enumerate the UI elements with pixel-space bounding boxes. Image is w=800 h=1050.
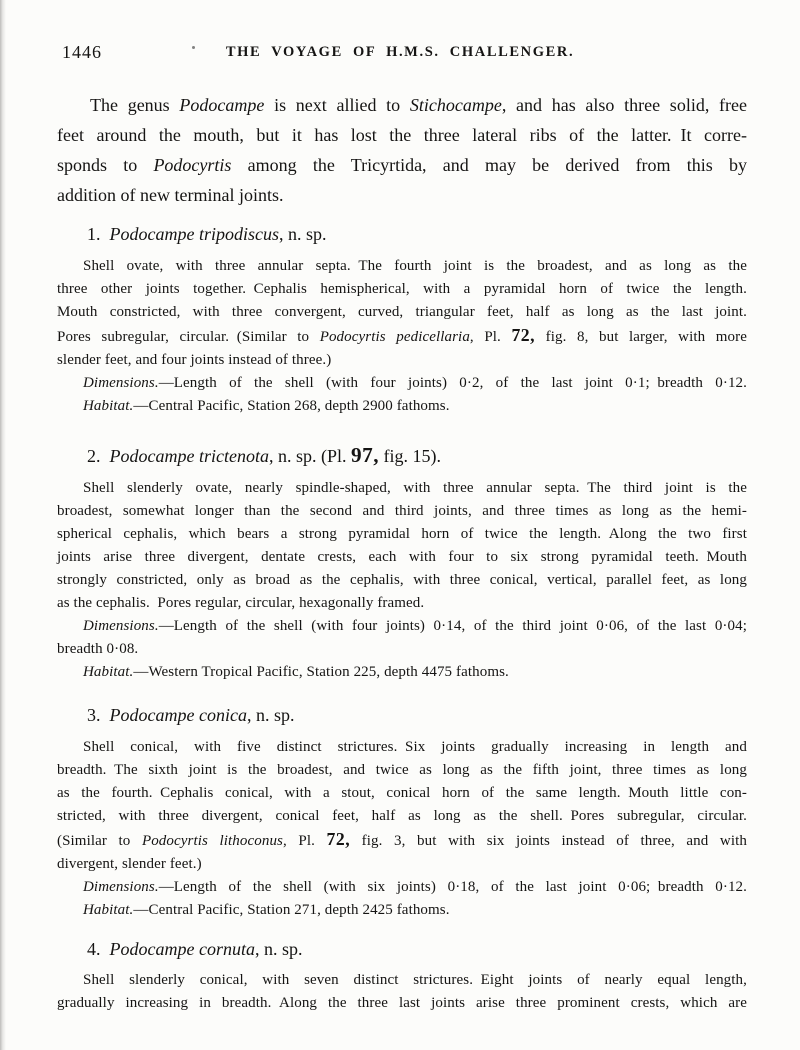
text-line — [57, 546, 747, 569]
italic-text: Podocyrtis pedicellaria — [319, 329, 470, 345]
text-line — [57, 90, 747, 120]
text-run: Shell conical, with five distinct strictures. Six joints gradually increasing in length and — [83, 739, 747, 755]
text-run: , n. sp. — [278, 224, 327, 244]
italic-text: Podocampe — [179, 95, 265, 115]
text-run: slender feet, and four joints instead of three.) — [57, 352, 332, 368]
text-line — [57, 759, 747, 782]
text-line — [57, 615, 747, 638]
intro-paragraph — [57, 90, 747, 210]
text-run: breadth. The sixth joint is the broadest, and twice as long as the fifth joint, three times as long — [57, 762, 747, 778]
text-line — [57, 876, 747, 899]
dimensions-paragraph-2 — [57, 615, 747, 661]
text-run: fig. 3, but with six joints instead of three, and with — [350, 833, 747, 849]
text-line — [57, 592, 747, 615]
text-run: Pores subregular, circular. (Similar to — [57, 329, 320, 345]
text-line — [57, 523, 747, 546]
text-run: gradually increasing in breadth. Along the three last joints arise three prominent crests, which are — [57, 995, 747, 1011]
text-run: —Central Pacific, Station 271, depth 2425 fathoms. — [133, 902, 450, 918]
page-content — [57, 90, 747, 1015]
text-run: , and has also three solid, free — [501, 95, 747, 115]
species-section-3 — [57, 702, 747, 922]
header-title: THE VOYAGE OF H.M.S. CHALLENGER. — [225, 44, 575, 60]
bold-plate-number: 72, — [511, 325, 536, 345]
italic-text: Habitat. — [83, 902, 134, 918]
text-run: three other joints together. Cephalis hemispherical, with a pyramidal horn of twice the length. — [57, 281, 747, 297]
species-description-3 — [57, 736, 747, 876]
text-run: strongly constricted, only as broad as the cephalis, with three conical, vertical, parallel feet, as long — [57, 572, 747, 588]
text-run: 1. — [87, 224, 110, 244]
text-run: (Similar to — [57, 833, 142, 849]
text-line — [57, 500, 747, 523]
text-run: among the Tricyrtida, and may be derived from this by — [231, 155, 747, 175]
text-line — [57, 899, 747, 922]
text-line — [57, 782, 747, 805]
species-heading-4 — [87, 936, 747, 962]
species-description-2 — [57, 477, 747, 615]
text-line — [57, 969, 747, 992]
text-line — [57, 569, 747, 592]
text-run: —Length of the shell (with six joints) 0·18, of the last joint 0·06; breadth 0·12. — [158, 879, 747, 895]
text-run: , n. sp. (Pl. — [268, 446, 351, 466]
italic-text: Stichocampe — [409, 95, 502, 115]
text-line — [57, 120, 747, 150]
italic-text: Dimensions. — [83, 618, 159, 634]
italic-text: Podocampe tripodiscus — [109, 224, 279, 244]
text-line — [57, 661, 747, 684]
text-line — [57, 180, 747, 210]
species-section-2 — [57, 442, 747, 684]
text-line — [57, 638, 747, 661]
text-run: Mouth constricted, with three convergent, curved, triangular feet, half as long as the last joint. — [57, 304, 747, 320]
text-run: , Pl. — [469, 329, 512, 345]
text-run: fig. 15). — [379, 446, 442, 466]
text-run: , Pl. — [282, 833, 327, 849]
habitat-paragraph-1 — [57, 395, 747, 418]
text-line — [57, 255, 747, 278]
text-run: breadth 0·08. — [57, 641, 139, 657]
species-section-1 — [57, 221, 747, 418]
species-description-4 — [57, 969, 747, 1015]
page-number: 1446 — [62, 42, 102, 62]
text-run: feet around the mouth, but it has lost the three lateral ribs of the latter. It corre- — [57, 125, 747, 145]
text-run: —Length of the shell (with four joints) 0·2, of the last joint 0·1; breadth 0·12. — [158, 375, 747, 391]
text-run: —Central Pacific, Station 268, depth 2900 fathoms. — [133, 398, 450, 414]
text-run: sponds to — [57, 155, 154, 175]
italic-text: Dimensions. — [83, 375, 159, 391]
text-run: , n. sp. — [246, 705, 295, 725]
text-line — [57, 395, 747, 418]
italic-text: Habitat. — [83, 398, 134, 414]
text-line — [57, 349, 747, 372]
text-run: The genus — [90, 95, 180, 115]
text-run: —Western Tropical Pacific, Station 225, depth 4475 fathoms. — [133, 664, 509, 680]
text-line — [57, 805, 747, 828]
text-run: 4. — [87, 939, 110, 959]
species-heading-3 — [87, 702, 747, 728]
text-run: stricted, with three divergent, conical feet, half as long as the shell. Pores subregular, circular. — [57, 808, 747, 824]
text-run: , n. sp. — [254, 939, 303, 959]
text-run: Shell slenderly conical, with seven distinct strictures. Eight joints of nearly equal length, — [83, 972, 747, 988]
species-section-4 — [57, 936, 747, 1015]
running-header — [0, 0, 800, 66]
text-line — [57, 150, 747, 180]
text-line — [57, 301, 747, 324]
habitat-paragraph-2 — [57, 661, 747, 684]
italic-text: Podocampe trictenota — [109, 446, 269, 466]
bold-plate-number: 72, — [326, 829, 351, 849]
italic-text: Podocyrtis — [153, 155, 232, 175]
text-run: Shell ovate, with three annular septa. The fourth joint is the broadest, and as long as the — [83, 258, 747, 274]
italic-text: Dimensions. — [83, 879, 159, 895]
text-line — [57, 853, 747, 876]
italic-text: Podocampe conica — [109, 705, 247, 725]
text-line — [57, 736, 747, 759]
habitat-paragraph-3 — [57, 899, 747, 922]
text-line — [57, 372, 747, 395]
text-run: spherical cephalis, which bears a strong pyramidal horn of twice the length. Along the two first — [57, 526, 747, 542]
text-run: 2. — [87, 446, 110, 466]
text-run: joints arise three divergent, dentate crests, each with four to six strong pyramidal teeth. Mouth — [57, 549, 747, 565]
italic-text: Podocampe cornuta — [109, 939, 255, 959]
species-heading-1 — [87, 221, 747, 247]
bold-plate-number: 97, — [350, 443, 380, 467]
text-run: —Length of the shell (with four joints) 0·14, of the third joint 0·06, of the last 0·04; — [158, 618, 747, 634]
text-line — [57, 477, 747, 500]
text-line — [57, 828, 747, 853]
text-run: addition of new terminal joints. — [57, 185, 284, 205]
page-gutter-shadow — [0, 0, 6, 1050]
text-line — [57, 992, 747, 1015]
italic-text: Podocyrtis lithoconus — [141, 833, 283, 849]
text-run: as the cephalis. Pores regular, circular, hexagonally framed. — [57, 595, 425, 611]
italic-text: Habitat. — [83, 664, 134, 680]
text-run: Shell slenderly ovate, nearly spindle-shaped, with three annular septa. The third joint is the — [83, 480, 747, 496]
text-line — [57, 278, 747, 301]
text-run: is next allied to — [264, 95, 410, 115]
dimensions-paragraph-3 — [57, 876, 747, 899]
dimensions-paragraph-1 — [57, 372, 747, 395]
species-description-1 — [57, 255, 747, 372]
text-run: fig. 8, but larger, with more — [535, 329, 747, 345]
text-line — [57, 324, 747, 349]
text-run: divergent, slender feet.) — [57, 856, 202, 872]
text-run: as the fourth. Cephalis conical, with a stout, conical horn of the same length. Mouth little con- — [57, 785, 747, 801]
text-run: broadest, somewhat longer than the second and third joints, and three times as long as the hemi- — [57, 503, 747, 519]
text-run: 3. — [87, 705, 110, 725]
species-heading-2 — [87, 442, 747, 469]
